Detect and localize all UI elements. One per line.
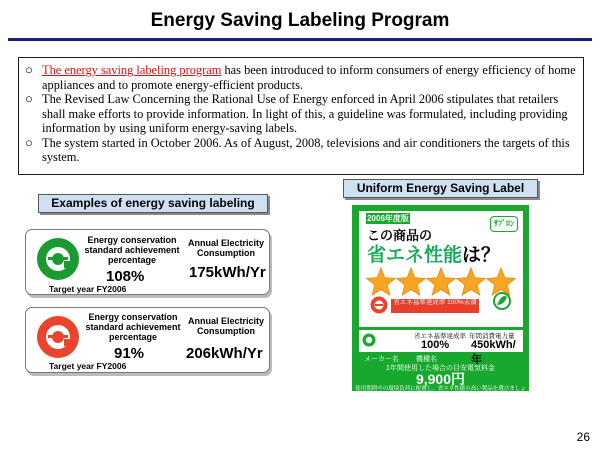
achievement-bar: 省エネ基準達成率 100%未満 [391, 299, 479, 313]
star-mark [367, 268, 396, 295]
label-top-text: この商品の [367, 228, 433, 243]
ec-label: Energy conservation standard achievement percentage [84, 235, 180, 265]
kwh-label: 年間消費電力量 [469, 333, 515, 340]
target-year: Target year FY2006 [49, 284, 127, 294]
bullet-circle-icon: ○ [25, 134, 33, 150]
label-main-suffix: は？ [462, 245, 501, 266]
uniform-energy-label [352, 205, 529, 400]
page-number: 26 [576, 430, 590, 444]
ae-label: Annual Electricity Consumption [187, 316, 265, 336]
star-mark [427, 268, 456, 295]
kwh-value: 450kWh/年 [471, 339, 516, 366]
achievement-percent: 91% [114, 345, 145, 362]
label-main: 省エネ性能 [367, 245, 463, 266]
bullet-item [25, 63, 577, 92]
annual-kwh: 175kWh/Yr [189, 264, 266, 281]
cost-label: 1年間使用した場合の目安電気料金 [386, 365, 495, 372]
star-mark [397, 268, 426, 295]
star-mark [457, 268, 486, 295]
label-year-badge: 2006年度版 [367, 214, 409, 223]
ae-label: Annual Electricity Consumption [187, 238, 265, 258]
e-mark-green-icon [36, 237, 80, 281]
bullet-circle-icon: ○ [25, 62, 33, 77]
example-label-green [25, 229, 270, 295]
maker-name-label: メーカー名 [364, 356, 399, 363]
bullet-rest: has been introduced to inform consumers of energy efficiency of home appliances and to promote energy-efficient products. [42, 63, 576, 92]
e-mark-mini-icon [362, 333, 376, 347]
annual-kwh: 206kWh/Yr [186, 345, 263, 362]
label-footnote: 使用期間中の環境負荷に配慮し、省エネ性能の高い製品を選びましょう。 [355, 386, 526, 400]
bullet-item [25, 136, 577, 165]
description-box [18, 57, 584, 175]
model-name-label: 機種名 [416, 356, 437, 363]
label-main-text [367, 240, 500, 267]
bullet-text [42, 63, 577, 92]
bullet-item [25, 92, 577, 136]
example-label-orange [25, 307, 270, 373]
cost-value: 9,900円 [415, 371, 466, 387]
program-link[interactable]: The energy saving labeling program [42, 63, 222, 77]
bullet-text: The system started in October 2006. As of August, 2008, televisions and air conditioners the targets of this system. [42, 135, 570, 164]
bullet-text: The Revised Law Concerning the Rational Use of Energy enforced in April 2006 stipulates that retailers shall make efforts to provide information. In light of this, a guideline was formulated, including providing information by using uniform energy-saving labels. [42, 92, 568, 135]
examples-header: Examples of energy saving labeling [38, 194, 268, 213]
e-mark-orange-icon [36, 315, 80, 359]
bullet-circle-icon: ○ [25, 91, 33, 106]
achievement-percent: 108% [106, 268, 145, 285]
std-rate-value: 100% [421, 339, 450, 351]
page-title: Energy Saving Labeling Program [150, 10, 450, 31]
uniform-label-header: Uniform Energy Saving Label [343, 179, 538, 198]
green-mark-icon [491, 291, 513, 315]
e-mark-small-icon [370, 296, 388, 314]
title-underline [8, 38, 592, 41]
brand-logo-icon: ｻﾌﾞﾛﾝ [490, 216, 518, 232]
label-top-panel [359, 211, 523, 327]
ec-label: Energy conservation standard achievement percentage [85, 312, 181, 342]
target-year: Target year FY2006 [49, 361, 127, 371]
std-rate-label: 省エネ基準達成率 [414, 333, 466, 340]
